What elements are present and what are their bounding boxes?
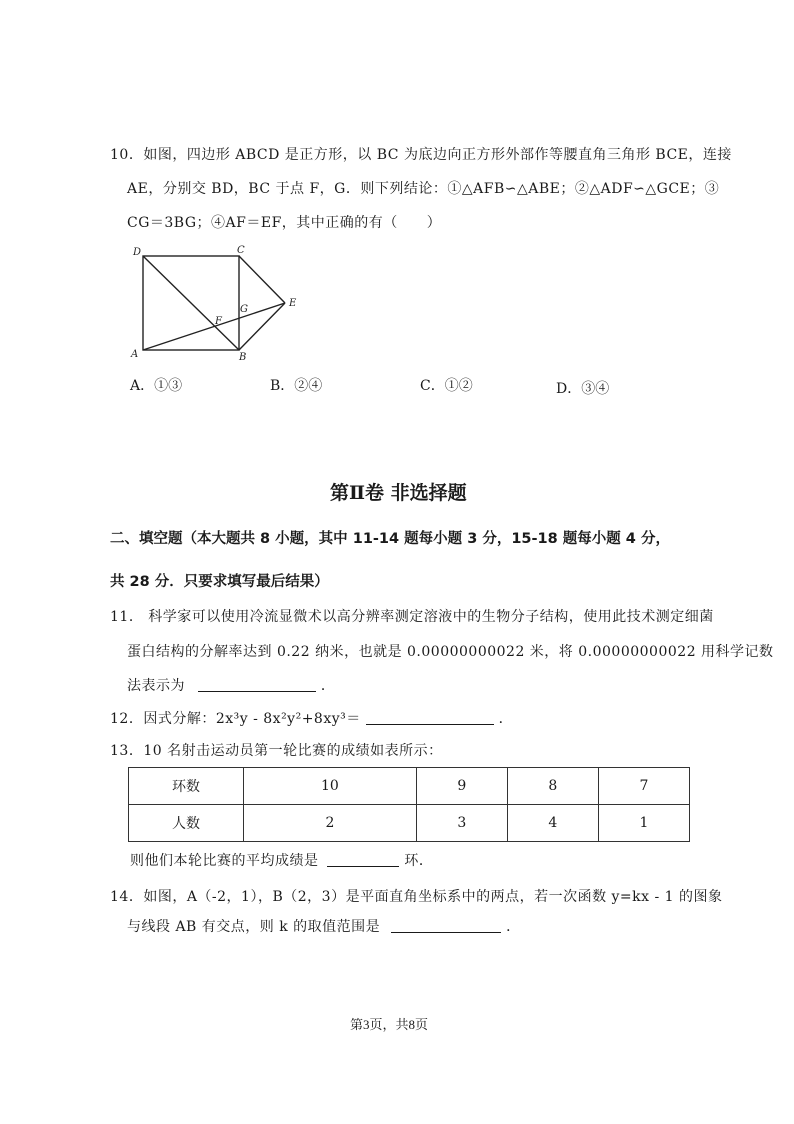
table-cell: 1 [598,805,689,842]
table-cell: 4 [507,805,598,842]
q11-line3-prefix: 法表示为 [127,678,185,694]
table-cell: 人数 [129,805,244,842]
q13-after-suffix: 环． [404,853,434,869]
q14-line2-suffix: ． [506,919,521,935]
q14-line1: 14．如图，A（-2，1），B（2，3）是平面直角坐标系中的两点，若一次函数 y=kx - 1 的图象 [110,889,723,905]
page-footer: 第3页，共8页 [350,1017,429,1032]
label-c: C [237,245,245,256]
q10-option-b[interactable]: B．②④ [270,378,323,394]
table-cell: 2 [244,805,417,842]
q10-option-d[interactable]: D．③④ [556,381,610,397]
square-triangle-figure [125,240,315,365]
q10-line1: 10．如图，四边形 ABCD 是正方形，以 BC 为底边向正方形外部作等腰直角三角形 BCE，连接 [110,147,732,163]
q12-line [110,708,513,728]
q10-option-c[interactable]: C．①② [420,378,473,394]
q11-line1: 11． 科学家可以使用冷流显微术以高分辨率测定溶液中的生物分子结构，使用此技术测定细菌 [110,609,714,625]
q11-answer-blank[interactable] [198,677,316,692]
q10-line3: CG＝3BG；④AF＝EF，其中正确的有（ ） [127,215,442,231]
q10-option-a[interactable]: A．①③ [130,378,183,394]
q13-intro: 13．10 名射击运动员第一轮比赛的成绩如表所示： [110,743,443,759]
q12-text: 12．因式分解：2x³y - 8x²y²+8xy³＝ [110,711,361,727]
side-ce [239,256,285,303]
label-a: A [131,349,139,360]
q13-after [130,850,433,870]
diagonal-bd [143,256,239,350]
table-cell: 7 [598,768,689,805]
label-f: F [215,316,222,327]
label-b: B [239,352,247,363]
q14-answer-blank[interactable] [391,918,501,933]
table-cell: 3 [416,805,507,842]
q14-line2 [127,916,521,936]
q14-line2-prefix: 与线段 AB 有交点，则 k 的取值范围是 [127,919,381,935]
section2-line1: 二、填空题（本大题共 8 小题，其中 11-14 题每小题 3 分，15-18 题每小题 4 分， [110,531,670,547]
label-e: E [289,298,297,309]
label-d: D [133,247,142,258]
q11-line3 [127,675,335,695]
label-g: G [240,304,248,315]
part2-title: 第Ⅱ卷 非选择题 [330,482,467,504]
q10-line2: AE，分别交 BD，BC 于点 F，G．则下列结论：①△AFB∽△ABE；②△ADF∽△GCE；③ [127,181,720,197]
q12-answer-blank[interactable] [366,710,494,725]
section2-line2: 共 28 分．只要求填写最后结果） [110,574,329,590]
q12-suffix: ． [498,711,514,727]
table-cell: 10 [244,768,417,805]
segment-ae [143,303,285,350]
table-cell: 9 [416,768,507,805]
q13-after-prefix: 则他们本轮比赛的平均成绩是 [130,853,319,869]
table-cell: 环数 [129,768,244,805]
q13-answer-blank[interactable] [327,852,399,867]
table-row [129,768,690,805]
table-cell: 8 [507,768,598,805]
table-row [129,805,690,842]
score-table [128,767,690,842]
q11-line3-suffix: ． [320,678,336,694]
q11-line2: 蛋白结构的分解率达到 0.22 纳米，也就是 0.00000000022 米，将 0.00000000022 用科学记数 [127,644,774,660]
